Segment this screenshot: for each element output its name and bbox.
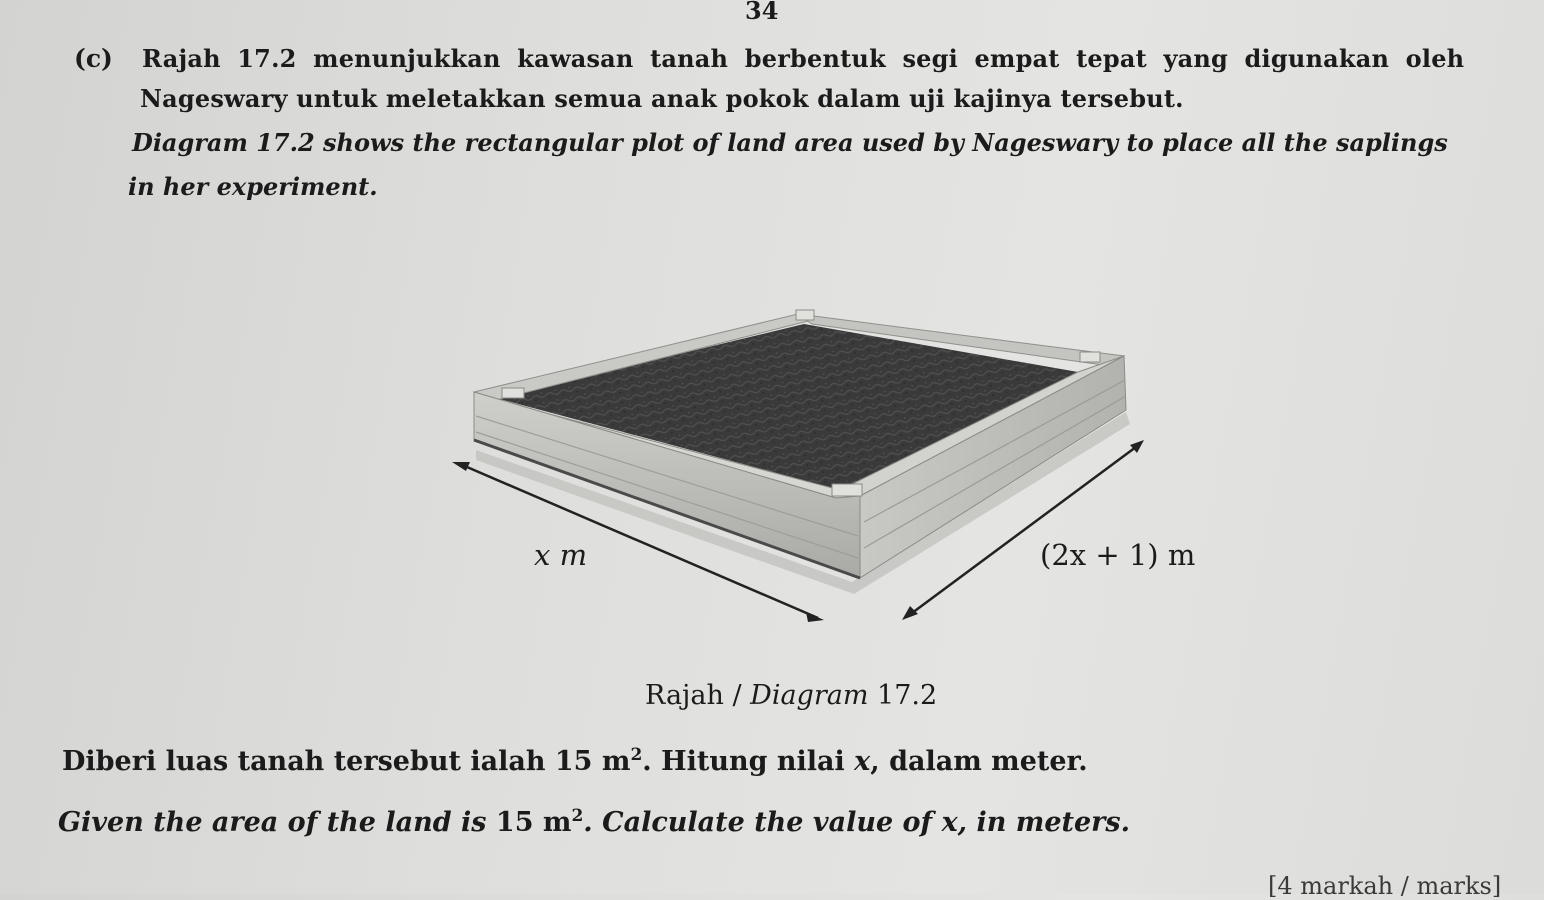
question-english — [58, 806, 1130, 838]
question-english-after: , in meters. — [957, 807, 1130, 838]
length-label: (2x + 1) m — [1040, 538, 1196, 572]
question-malay-middle: . Hitung nilai — [642, 746, 855, 777]
page-number: 34 — [745, 0, 779, 25]
marks-allocation: [4 markah / marks] — [1268, 872, 1502, 900]
intro-malay-line-2: Nageswary untuk meletakkan semua anak pokok dalam uji kajinya tersebut. — [140, 84, 1184, 113]
question-malay-area: 15 m — [554, 746, 631, 777]
intro-malay-line-1: Rajah 17.2 menunjukkan kawasan tanah berbentuk segi empat tepat yang digunakan oleh — [142, 44, 1465, 73]
intro-english-line-1: Diagram 17.2 shows the rectangular plot of land area used by Nageswary to place all the saplings — [132, 128, 1448, 157]
question-english-area: 15 m — [495, 807, 572, 838]
question-english-middle: . Calculate the value of — [583, 807, 942, 838]
width-label: x m — [534, 538, 588, 572]
diagram-caption — [645, 680, 937, 711]
question-english-exponent: 2 — [571, 806, 584, 826]
intro-english-line-2: in her experiment. — [128, 172, 378, 201]
caption-number: 17.2 — [868, 680, 938, 711]
question-malay-exponent: 2 — [630, 745, 643, 765]
caption-malay: Rajah / — [645, 680, 751, 711]
question-malay — [62, 745, 1088, 777]
question-malay-variable: x — [854, 746, 871, 777]
question-malay-after: , dalam meter. — [870, 746, 1088, 777]
garden-bed-diagram — [440, 300, 1160, 640]
caption-english: Diagram — [750, 680, 869, 711]
question-english-before: Given the area of the land is — [58, 807, 496, 838]
question-malay-before: Diberi luas tanah tersebut ialah — [62, 746, 555, 777]
question-part-label: (c) — [74, 44, 113, 73]
question-english-variable: x — [941, 807, 958, 838]
